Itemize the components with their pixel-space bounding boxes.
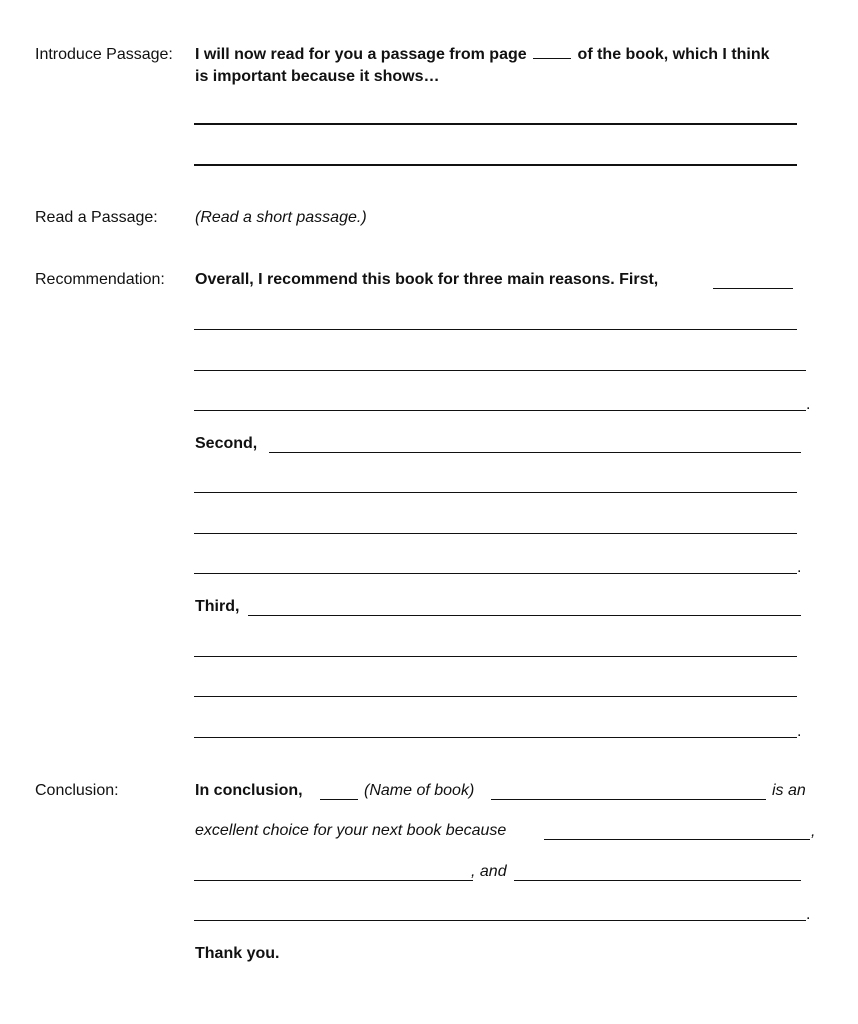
first-reason-line-3[interactable] <box>194 410 806 411</box>
conclusion-period: . <box>806 906 811 923</box>
first-reason-line-2[interactable] <box>194 370 806 371</box>
conclusion-comma: , <box>811 823 816 840</box>
read-passage-instruction: (Read a short passage.) <box>195 209 367 226</box>
third-reason-label: Third, <box>195 598 240 615</box>
second-reason-blank[interactable] <box>269 452 801 453</box>
first-reason-blank[interactable] <box>713 288 793 289</box>
recommendation-label: Recommendation: <box>35 271 165 288</box>
recommendation-intro: Overall, I recommend this book for three main reasons. First, <box>195 271 659 288</box>
conclusion-final-line[interactable] <box>194 920 806 921</box>
introduce-passage-line1 <box>195 46 770 64</box>
third-reason-period: . <box>797 723 802 740</box>
conclusion-short-blank[interactable] <box>320 799 358 800</box>
introduce-passage-line2: is important because it shows… <box>195 68 440 85</box>
is-an-text: is an <box>772 782 806 799</box>
page-number-blank[interactable] <box>533 57 571 59</box>
conclusion-and-text: , and <box>471 863 507 880</box>
book-name-blank[interactable] <box>491 799 766 800</box>
conclusion-lead: In conclusion, <box>195 782 303 799</box>
thank-you-text: Thank you. <box>195 945 280 962</box>
first-reason-period: . <box>806 396 811 413</box>
conclusion-reason-blank-1[interactable] <box>194 880 473 881</box>
read-passage-label: Read a Passage: <box>35 209 158 226</box>
introduce-text-part2: of the book, which I think <box>577 46 770 63</box>
third-reason-line-1[interactable] <box>194 656 797 657</box>
third-reason-blank[interactable] <box>248 615 801 616</box>
conclusion-because-blank[interactable] <box>544 839 810 840</box>
second-reason-label: Second, <box>195 435 258 452</box>
first-reason-line-1[interactable] <box>194 329 797 330</box>
introduce-answer-line-2[interactable] <box>194 164 797 166</box>
introduce-passage-label: Introduce Passage: <box>35 46 173 63</box>
second-reason-line-1[interactable] <box>194 492 797 493</box>
second-reason-period: . <box>797 559 802 576</box>
conclusion-reason-blank-2[interactable] <box>514 880 801 881</box>
second-reason-line-2[interactable] <box>194 533 797 534</box>
third-reason-line-3[interactable] <box>194 737 797 738</box>
introduce-answer-line-1[interactable] <box>194 123 797 125</box>
introduce-text-part1: I will now read for you a passage from page <box>195 46 527 63</box>
book-name-hint: (Name of book) <box>364 782 475 799</box>
third-reason-line-2[interactable] <box>194 696 797 697</box>
conclusion-label: Conclusion: <box>35 782 119 799</box>
conclusion-line2-text: excellent choice for your next book because <box>195 822 507 839</box>
second-reason-line-3[interactable] <box>194 573 797 574</box>
